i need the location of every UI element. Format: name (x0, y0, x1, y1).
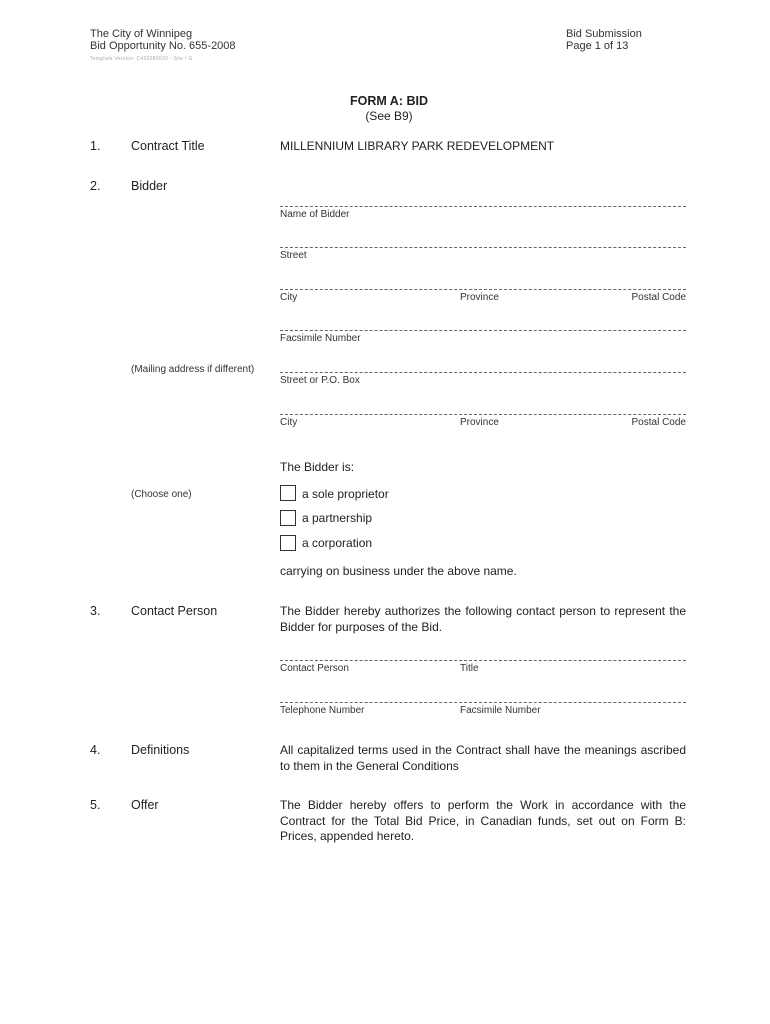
offer-text: The Bidder hereby offers to perform the Work in accordance with the Contract for the Total Bid Price, in Canadian funds, set out on Form B: Prices, appended hereto. (280, 798, 686, 843)
contract-title-value: MILLENNIUM LIBRARY PARK REDEVELOPMENT (280, 139, 555, 153)
name-of-bidder-line[interactable] (280, 206, 686, 207)
street-caption: Street (280, 250, 307, 261)
section-1-number: 1. (90, 139, 101, 153)
form-title: FORM A: BID (350, 94, 428, 108)
city-province-postal-line[interactable] (280, 289, 686, 290)
contact-person-text: The Bidder hereby authorizes the following contact person to represent the Bidder for purposes of the Bid. (280, 604, 686, 634)
name-of-bidder-caption: Name of Bidder (280, 209, 350, 220)
contact-facsimile-caption: Facsimile Number (460, 705, 541, 716)
header-bid-opportunity: Bid Opportunity No. 655-2008 (90, 40, 236, 52)
sole-proprietor-checkbox[interactable] (280, 485, 296, 501)
telephone-caption: Telephone Number (280, 705, 365, 716)
header-page: Page 1 of 13 (566, 40, 629, 52)
contact-title-line[interactable] (280, 660, 686, 661)
section-5-number: 5. (90, 798, 101, 812)
section-2-number: 2. (90, 179, 101, 193)
header-city: The City of Winnipeg (90, 28, 193, 40)
contact-person-caption: Contact Person (280, 663, 349, 674)
definitions-text: All capitalized terms used in the Contract shall have the meanings ascribed to them in the General Conditions (280, 743, 686, 773)
section-3-number: 3. (90, 604, 101, 618)
mailing-province-caption: Province (460, 417, 499, 428)
title-caption: Title (460, 663, 479, 674)
section-1-label: Contract Title (131, 139, 205, 153)
choose-one-note: (Choose one) (131, 489, 192, 500)
telephone-facsimile-line[interactable] (280, 702, 686, 703)
sole-proprietor-label: a sole proprietor (302, 487, 389, 501)
street-line[interactable] (280, 247, 686, 248)
province-caption: Province (460, 292, 499, 303)
header-submission: Bid Submission (566, 28, 642, 40)
header-template-note: Template Version: C420080520 - Site / G (90, 56, 193, 62)
mailing-postal-code-caption: Postal Code (631, 417, 686, 428)
section-5-label: Offer (131, 798, 159, 812)
corporation-checkbox[interactable] (280, 535, 296, 551)
section-4-label: Definitions (131, 743, 190, 757)
postal-code-caption: Postal Code (631, 292, 686, 303)
corporation-label: a corporation (302, 536, 373, 550)
partnership-label: a partnership (302, 511, 373, 525)
mailing-address-note: (Mailing address if different) (131, 364, 255, 375)
partnership-checkbox[interactable] (280, 510, 296, 526)
city-caption: City (280, 292, 298, 303)
section-4-number: 4. (90, 743, 101, 757)
section-3-label: Contact Person (131, 604, 218, 618)
facsimile-line[interactable] (280, 330, 686, 331)
street-po-caption: Street or P.O. Box (280, 375, 360, 386)
facsimile-caption: Facsimile Number (280, 333, 361, 344)
bidder-is-text: The Bidder is: (280, 460, 355, 474)
form-see: (See B9) (365, 109, 413, 123)
carrying-on-text: carrying on business under the above name. (280, 564, 517, 578)
street-po-line[interactable] (280, 372, 686, 373)
mailing-city-line[interactable] (280, 414, 686, 415)
mailing-city-caption: City (280, 417, 298, 428)
section-2-label: Bidder (131, 179, 168, 193)
